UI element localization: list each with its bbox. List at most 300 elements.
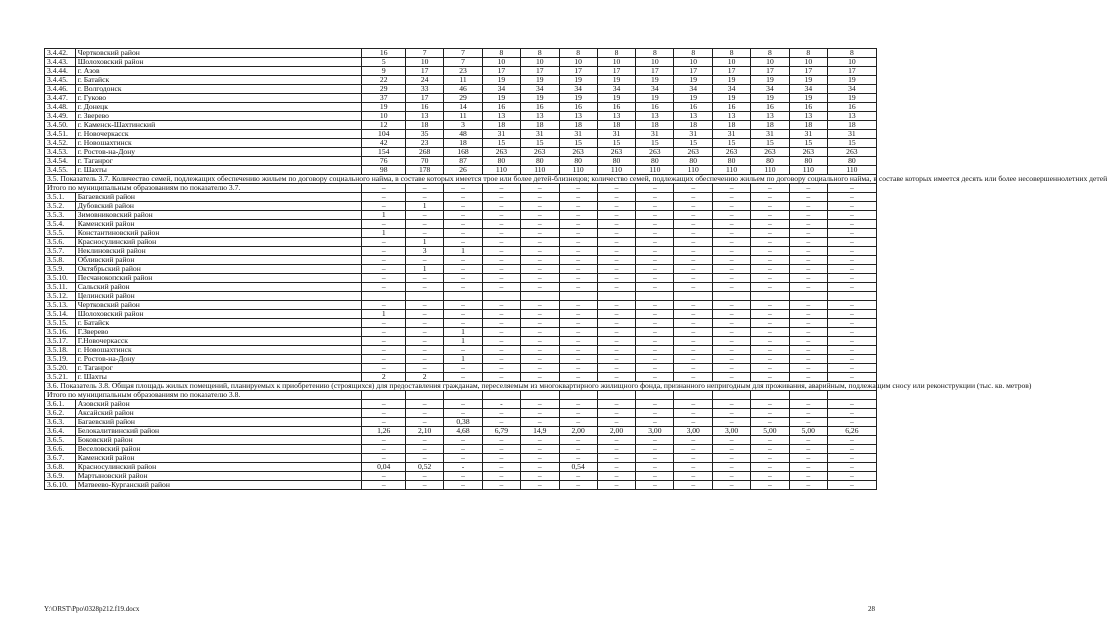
row-value: –: [362, 355, 406, 364]
row-value: 154: [362, 148, 406, 157]
row-value: 0,54: [559, 463, 597, 472]
row-value: 15: [751, 139, 790, 148]
row-value: 110: [520, 166, 559, 175]
row-value: –: [597, 400, 636, 409]
row-value: –: [520, 238, 559, 247]
row-value: 178: [406, 166, 444, 175]
row-value: 17: [751, 67, 790, 76]
row-value: 110: [789, 166, 827, 175]
row-value: –: [482, 319, 520, 328]
row-value: –: [636, 454, 674, 463]
row-value: 13: [520, 112, 559, 121]
row-name: г. Батайск: [75, 319, 362, 328]
row-value: 8: [713, 49, 751, 58]
row-value: 15: [482, 139, 520, 148]
row-value: 5: [362, 58, 406, 67]
row-name: Багаевский район: [75, 193, 362, 202]
total-value: [827, 391, 876, 400]
row-value: 3,00: [674, 427, 713, 436]
row-value: 1: [406, 265, 444, 274]
row-value: –: [597, 229, 636, 238]
row-value: –: [362, 202, 406, 211]
row-value: –: [520, 400, 559, 409]
row-number: 3.4.43.: [45, 58, 76, 67]
row-value: –: [713, 472, 751, 481]
row-name: Чертковский район: [75, 301, 362, 310]
row-value: 19: [482, 94, 520, 103]
row-value: –: [597, 238, 636, 247]
row-value: –: [636, 211, 674, 220]
row-value: –: [751, 463, 790, 472]
row-value: 16: [482, 103, 520, 112]
row-value: 31: [482, 130, 520, 139]
row-value: –: [827, 346, 876, 355]
row-value: –: [482, 454, 520, 463]
table-row: [45, 94, 877, 103]
row-value: –: [751, 445, 790, 454]
row-value: 13: [674, 112, 713, 121]
row-value: –: [362, 400, 406, 409]
row-value: 268: [406, 148, 444, 157]
row-value: –: [520, 193, 559, 202]
row-value: –: [520, 445, 559, 454]
row-value: –: [444, 373, 483, 382]
table-row: [45, 283, 877, 292]
row-number: 3.5.13.: [45, 301, 76, 310]
row-value: –: [520, 337, 559, 346]
row-value: –: [827, 211, 876, 220]
row-value: –: [751, 346, 790, 355]
row-value: 7: [444, 49, 483, 58]
row-number: 3.6.10.: [45, 481, 76, 490]
row-value: –: [482, 409, 520, 418]
row-number: 3.6.6.: [45, 445, 76, 454]
row-value: 8: [597, 49, 636, 58]
row-value: –: [674, 310, 713, 319]
row-value: 10: [559, 58, 597, 67]
row-number: 3.5.7.: [45, 247, 76, 256]
row-value: –: [444, 265, 483, 274]
row-name: Шолоховский район: [75, 58, 362, 67]
row-value: 18: [520, 121, 559, 130]
row-value: –: [827, 247, 876, 256]
table-row: [45, 193, 877, 202]
row-value: –: [362, 328, 406, 337]
table-row: [45, 85, 877, 94]
row-value: –: [713, 229, 751, 238]
row-value: 10: [713, 58, 751, 67]
row-value: –: [789, 346, 827, 355]
row-value: –: [674, 256, 713, 265]
row-value: –: [482, 211, 520, 220]
row-value: -: [444, 463, 483, 472]
row-value: –: [559, 247, 597, 256]
row-value: –: [674, 211, 713, 220]
row-value: 16: [674, 103, 713, 112]
row-value: –: [636, 319, 674, 328]
row-value: –: [362, 256, 406, 265]
total-value: –: [559, 184, 597, 193]
row-value: 24: [406, 76, 444, 85]
row-number: 3.5.2.: [45, 202, 76, 211]
row-value: 19: [520, 94, 559, 103]
row-value: 9: [362, 67, 406, 76]
row-value: 263: [559, 148, 597, 157]
row-name: г. Гуково: [75, 94, 362, 103]
row-value: –: [362, 319, 406, 328]
row-value: –: [674, 202, 713, 211]
row-value: 19: [520, 76, 559, 85]
row-value: –: [827, 310, 876, 319]
row-value: 263: [674, 148, 713, 157]
table-row: [45, 436, 877, 445]
row-value: –: [713, 328, 751, 337]
row-value: –: [482, 337, 520, 346]
row-value: –: [751, 229, 790, 238]
row-value: –: [713, 256, 751, 265]
row-name: Веселовский район: [75, 445, 362, 454]
table-row: [45, 427, 877, 436]
row-value: –: [597, 319, 636, 328]
row-value: –: [406, 283, 444, 292]
row-value: –: [362, 364, 406, 373]
total-value: [482, 391, 520, 400]
row-value: –: [362, 193, 406, 202]
row-value: –: [362, 337, 406, 346]
row-value: –: [482, 364, 520, 373]
table-row: [45, 301, 877, 310]
row-value: 16: [362, 49, 406, 58]
row-value: 35: [406, 130, 444, 139]
row-value: 33: [406, 85, 444, 94]
row-name: Боковский район: [75, 436, 362, 445]
table-row: [45, 292, 877, 301]
row-name: г. Донецк: [75, 103, 362, 112]
row-value: 8: [827, 49, 876, 58]
row-value: –: [444, 229, 483, 238]
row-value: –: [713, 436, 751, 445]
total-value: [674, 391, 713, 400]
total-value: –: [789, 184, 827, 193]
row-value: –: [559, 202, 597, 211]
row-value: 8: [751, 49, 790, 58]
row-number: 3.5.16.: [45, 328, 76, 337]
row-value: 31: [751, 130, 790, 139]
row-value: –: [597, 481, 636, 490]
row-value: –: [827, 283, 876, 292]
row-value: 17: [482, 67, 520, 76]
row-value: [406, 292, 444, 301]
row-value: 34: [827, 85, 876, 94]
row-value: –: [559, 418, 597, 427]
section-title-row: [45, 175, 877, 184]
row-value: –: [751, 238, 790, 247]
row-value: –: [636, 256, 674, 265]
row-value: 15: [520, 139, 559, 148]
row-value: –: [789, 463, 827, 472]
row-value: –: [827, 202, 876, 211]
row-value: –: [406, 418, 444, 427]
row-value: 34: [674, 85, 713, 94]
row-value: 17: [674, 67, 713, 76]
row-value: –: [751, 211, 790, 220]
row-value: –: [362, 220, 406, 229]
row-value: 1: [406, 238, 444, 247]
row-value: –: [827, 472, 876, 481]
row-value: –: [636, 436, 674, 445]
row-value: –: [406, 310, 444, 319]
row-value: –: [597, 301, 636, 310]
row-value: –: [444, 445, 483, 454]
row-value: 1: [362, 310, 406, 319]
row-value: 10: [827, 58, 876, 67]
row-value: 17: [520, 67, 559, 76]
row-value: 18: [636, 121, 674, 130]
table-row: [45, 139, 877, 148]
row-value: –: [751, 409, 790, 418]
row-number: 3.5.5.: [45, 229, 76, 238]
row-value: –: [406, 436, 444, 445]
row-value: –: [520, 373, 559, 382]
row-name: г. Новошахтинск: [75, 139, 362, 148]
row-value: –: [559, 193, 597, 202]
row-value: –: [713, 283, 751, 292]
row-value: –: [636, 463, 674, 472]
total-row: [45, 184, 877, 193]
row-value: –: [520, 274, 559, 283]
row-value: –: [597, 409, 636, 418]
row-value: 18: [482, 121, 520, 130]
row-number: 3.5.1.: [45, 193, 76, 202]
row-value: 11: [444, 76, 483, 85]
row-number: 3.4.48.: [45, 103, 76, 112]
row-value: 26: [444, 166, 483, 175]
row-value: 34: [559, 85, 597, 94]
row-value: –: [751, 328, 790, 337]
row-value: 10: [636, 58, 674, 67]
row-value: –: [751, 310, 790, 319]
row-value: –: [713, 400, 751, 409]
row-value: –: [559, 472, 597, 481]
row-number: 3.4.44.: [45, 67, 76, 76]
row-value: –: [713, 247, 751, 256]
row-value: 13: [559, 112, 597, 121]
row-value: 1: [444, 355, 483, 364]
row-value: –: [482, 301, 520, 310]
row-value: –: [789, 355, 827, 364]
row-value: –: [751, 274, 790, 283]
row-value: 31: [827, 130, 876, 139]
row-value: –: [827, 463, 876, 472]
row-number: 3.5.14.: [45, 310, 76, 319]
row-value: –: [674, 364, 713, 373]
row-value: –: [713, 454, 751, 463]
row-value: 0,52: [406, 463, 444, 472]
row-value: 5,00: [751, 427, 790, 436]
row-value: –: [362, 481, 406, 490]
row-value: –: [406, 319, 444, 328]
row-name: Белокалитвинский район: [75, 427, 362, 436]
row-value: 10: [406, 58, 444, 67]
row-value: 10: [789, 58, 827, 67]
row-value: –: [362, 409, 406, 418]
row-value: –: [789, 436, 827, 445]
row-value: –: [789, 193, 827, 202]
row-value: –: [597, 346, 636, 355]
row-value: –: [482, 220, 520, 229]
row-name: Каменский район: [75, 220, 362, 229]
row-value: –: [482, 229, 520, 238]
row-value: –: [406, 337, 444, 346]
row-value: 19: [559, 94, 597, 103]
row-value: –: [751, 373, 790, 382]
table-row: [45, 400, 877, 409]
row-value: –: [713, 274, 751, 283]
row-value: –: [789, 328, 827, 337]
row-value: –: [406, 211, 444, 220]
row-value: 80: [789, 157, 827, 166]
row-value: –: [789, 301, 827, 310]
page-number: 28: [868, 605, 875, 613]
row-value: 15: [827, 139, 876, 148]
row-value: 10: [520, 58, 559, 67]
row-value: –: [713, 265, 751, 274]
row-value: 19: [674, 94, 713, 103]
row-value: –: [636, 409, 674, 418]
row-value: –: [559, 355, 597, 364]
data-table: [44, 48, 1107, 490]
table-row: [45, 256, 877, 265]
row-value: –: [362, 436, 406, 445]
total-value: –: [674, 184, 713, 193]
table-row: [45, 481, 877, 490]
row-value: –: [482, 373, 520, 382]
table-row: [45, 472, 877, 481]
row-value: –: [789, 211, 827, 220]
row-value: –: [674, 373, 713, 382]
row-value: 7: [406, 49, 444, 58]
row-value: 19: [827, 76, 876, 85]
row-name: г. Шахты: [75, 373, 362, 382]
total-row: [45, 391, 877, 400]
row-value: –: [482, 283, 520, 292]
table-row: [45, 418, 877, 427]
row-value: –: [674, 193, 713, 202]
total-value: [751, 391, 790, 400]
row-value: –: [827, 355, 876, 364]
row-value: –: [482, 436, 520, 445]
row-number: 3.4.49.: [45, 112, 76, 121]
row-value: 22: [362, 76, 406, 85]
row-value: –: [636, 328, 674, 337]
row-value: –: [482, 481, 520, 490]
row-number: 3.4.50.: [45, 121, 76, 130]
row-value: 19: [674, 76, 713, 85]
row-value: 19: [789, 76, 827, 85]
row-name: Неклиновский район: [75, 247, 362, 256]
row-value: 110: [597, 166, 636, 175]
row-value: –: [406, 355, 444, 364]
table-row: [45, 58, 877, 67]
row-number: 3.6.9.: [45, 472, 76, 481]
row-value: –: [751, 247, 790, 256]
row-name: Целинский район: [75, 292, 362, 301]
total-value: [789, 391, 827, 400]
row-value: 23: [406, 139, 444, 148]
row-value: 263: [482, 148, 520, 157]
total-label: Итого по муниципальным образованиям по показателю 3.8.: [45, 391, 362, 400]
table-row: [45, 76, 877, 85]
row-name: г. Волгодонск: [75, 85, 362, 94]
row-value: –: [559, 481, 597, 490]
row-value: –: [713, 481, 751, 490]
total-value: [362, 391, 406, 400]
row-value: –: [789, 202, 827, 211]
row-value: 34: [636, 85, 674, 94]
row-value: –: [444, 319, 483, 328]
row-name: г. Таганрог: [75, 157, 362, 166]
row-value: 80: [674, 157, 713, 166]
row-name: Дубовский район: [75, 202, 362, 211]
row-value: –: [362, 238, 406, 247]
row-number: 3.4.53.: [45, 148, 76, 157]
row-value: 17: [559, 67, 597, 76]
row-value: 29: [362, 85, 406, 94]
row-value: –: [520, 301, 559, 310]
row-value: –: [559, 283, 597, 292]
row-value: 13: [597, 112, 636, 121]
row-value: –: [789, 238, 827, 247]
row-value: –: [789, 445, 827, 454]
row-value: 19: [482, 76, 520, 85]
row-number: 3.5.20.: [45, 364, 76, 373]
row-value: 6,79: [482, 427, 520, 436]
row-value: 263: [751, 148, 790, 157]
row-value: –: [362, 247, 406, 256]
table-row: [45, 112, 877, 121]
row-value: 15: [636, 139, 674, 148]
row-value: –: [520, 265, 559, 274]
row-value: –: [636, 301, 674, 310]
row-value: 18: [597, 121, 636, 130]
row-value: –: [751, 193, 790, 202]
row-name: Красносулинский район: [75, 463, 362, 472]
row-value: [482, 292, 520, 301]
row-value: [827, 292, 876, 301]
row-value: 0,04: [362, 463, 406, 472]
row-value: 19: [789, 94, 827, 103]
total-value: [597, 391, 636, 400]
row-number: 3.4.52.: [45, 139, 76, 148]
row-value: –: [636, 265, 674, 274]
row-value: 10: [597, 58, 636, 67]
row-value: 2,00: [597, 427, 636, 436]
row-name: Матвеево-Курганский район: [75, 481, 362, 490]
row-value: –: [520, 319, 559, 328]
row-value: –: [482, 256, 520, 265]
row-value: –: [597, 193, 636, 202]
section-title: 3.5. Показатель 3.7. Количество семей, подлежащих обеспечению жильем по договору социального найма, в составе которых имеется трое или более детей-близнецов; количество семей, подлежащих обеспечению жильем по договору социального найма, в составе которых имеется десять или более несовершеннолетних детей: [45, 175, 877, 184]
row-value: 16: [406, 103, 444, 112]
table-row: [45, 121, 877, 130]
row-number: 3.6.7.: [45, 454, 76, 463]
total-value: [444, 391, 483, 400]
row-value: –: [559, 229, 597, 238]
row-value: 42: [362, 139, 406, 148]
row-value: 10: [674, 58, 713, 67]
row-value: –: [751, 319, 790, 328]
row-value: –: [827, 364, 876, 373]
